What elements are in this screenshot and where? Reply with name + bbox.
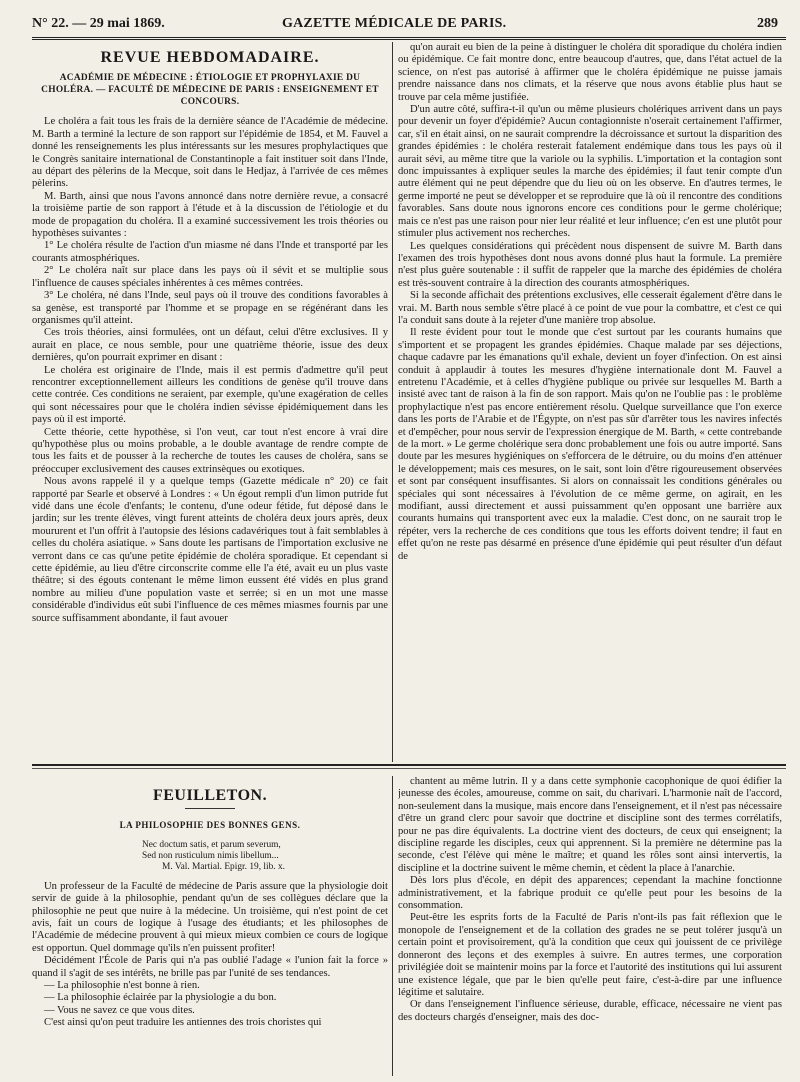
feuilleton-left-text [32, 881, 388, 1030]
issue-date: N° 22. — 29 mai 1869. [32, 16, 165, 31]
title-underline [185, 808, 235, 809]
column-divider [392, 42, 393, 762]
paragraph: 1° Le choléra résulte de l'action d'un miasme né dans l'Inde et transporté par les courants atmosphériques. [32, 240, 388, 264]
page-header [32, 16, 786, 38]
feuilleton-right-column [398, 776, 782, 1076]
paragraph: Nous avons rappelé il y a quelque temps (Gazette médicale n° 20) ce fait rapporté par Searle et observé à Londres : « Un égout rempli d'un limon putride fut vidé dans une école d'enfants; le contenu, d'une odeur fétide, fut déposé dans le jardin; sur les trente élèves, vingt furent atteints de choléra deux jours après, deux moururent et l'un offrit à l'autopsie des lésions cadavériques tout à fait semblables à celles du choléra asiatique. » Sans doute les partisans de l'importation exclusive ne verront dans ce cas qu'une petite épidémie de choléra sporadique. Et cependant si cette épidémie, au lieu d'être circonscrite comme elle l'a été, avait eu un plus vaste théâtre; si des égouts contenant le même limon eussent été vidés en plus grand nombre au milieu d'une population vaste et serrée; si en un mot une masse considérable d'individus eût subi l'influence de ces mêmes miasmes fournis par une source suffisamment abondante, il faut avouer [32, 476, 388, 624]
revue-title: REVUE HEBDOMADAIRE. [100, 49, 320, 66]
feuilleton-column-divider [392, 776, 393, 1076]
paragraph: Décidément l'École de Paris qui n'a pas oublié l'adage « l'union fait la force » quand il s'agit de ses intérêts, ne brille pas par l'unité de ses tendances. [32, 955, 388, 979]
revue-right-column [398, 42, 782, 762]
paragraph: Le choléra est originaire de l'Inde, mais il est permis d'admettre qu'il peut rencontrer exceptionnellement ailleurs les conditions de genèse qu'il trouve dans cette contrée. Ces conditions ne seraient, par exemple, qu'une exagération de celles qui sont nécessaires pour que le choléra indien sévisse épidémiquement dans les pays où il est importé. [32, 364, 388, 426]
feuilleton-right-text [398, 776, 782, 1024]
paragraph: Les quelques considérations qui précèdent nous dispensent de suivre M. Barth dans l'examen des trois hypothèses dont nous avons donné plus haut la formule. La première n'est plus guère soutenable : il suffit de rappeler que la marche des épidémies de choléra est très-souvent contraire à la direction des courants atmosphériques. [398, 240, 782, 289]
paragraph: M. Barth, ainsi que nous l'avons annoncé dans notre dernière revue, a consacré la troisième partie de son rapport à l'étude et à la discussion de l'étiologie et du mode de propagation du choléra. Il a examiné successivement les trois théories ou hypothèses suivantes : [32, 190, 388, 240]
epigraph-attribution: M. Val. Martial. Epigr. 19, lib. x. [162, 861, 285, 872]
paragraph: C'est ainsi qu'on peut traduire les antiennes des trois choristes qui [44, 1017, 322, 1029]
epigraph-line: Nec doctum satis, et parum severum, [142, 839, 281, 850]
paragraph: Or dans l'enseignement l'influence sérieuse, durable, efficace, nécessaire ne vient pas des docteurs chargés d'enseigner, mais des doc- [398, 999, 782, 1023]
journal-title: GAZETTE MÉDICALE DE PARIS. [282, 16, 507, 31]
header-rule [32, 37, 786, 40]
paragraph: — La philosophie éclairée par la physiologie a du bon. [44, 992, 277, 1004]
revue-left-text [32, 116, 388, 625]
paragraph: Peut-être les esprits forts de la Faculté de Paris n'ont-ils pas fait réflexion que le monopole de l'enseignement et de la collation des grades ne se peut tolérer jusqu'à un certain point et provisoirement, qu'à la condition que ceux qui jouissent de ce privilège donneront des leçons et des exemples à suivre. En autres termes, une corporation privilégiée doit se maintenir moins par la force et l'autorité des institutions qui lui assurent une existence légale, que par le bien qu'elle peut faire, c'est-à-dire par une influence légitime et salutaire. [398, 912, 782, 998]
feuilleton-separator-thin [32, 768, 786, 769]
paragraph: chantent au même lutrin. Il y a dans cette symphonie cacophonique de quoi édifier la jeunesse des écoles, amoureuse, comme on sait, du charivari. L'harmonie naît de l'accord, non-seulement dans la musique, mais encore dans l'enseignement, et il n'est pas nécessaire d'être un grand clerc pour savoir que doctrine et discipline sont des termes corrélatifs, pour ne pas dire équivalents. La doctrine vient des docteurs, de ceux qui enseignent; la discipline regarde les disciples, ceux qui apprennent. Si la première ne détermine pas la seconde, c'est l'élève qui mène le maître; et quand les rôles sont ainsi intervertis, la discipline et la doctrine suivent le même chemin, et cèdent la place à l'anarchie. [398, 776, 782, 874]
paragraph: Il reste évident pour tout le monde que c'est surtout par les courants humains que s'importent et se propagent les grandes épidémies. Chaque malade par ses déjections, chaque cadavre par les émanations qu'il exhale, devient un foyer d'infection. On est ainsi conduit à applaudir à toutes les mesures d'hygiène internationale dont M. Fauvel a entretenu l'Académie, et à celles d'hygiène publique ou privée sur lesquelles M. Barth a insisté avec tant de raison à la fin de son rapport. Mais qu'on ne l'oublie pas : le problème prophylactique n'est pas encore entièrement résolu. Quelque surveillance que l'on exerce dans les ports de l'Arabie et de l'Égypte, on n'est pas sûr d'arrêter tous les navires infectés et d'empêcher, pour nous servir de l'expression énergique de M. Barth, « cette contrebande de la mort. » Le germe cholérique sera donc probablement une fois ou autre importé. Sans doute par les mesures hygiéniques on s'efforcera de le détruire, ou du moins d'en atténuer le développement; mais ces mesures, on le sait, sont loin d'être rigoureusement observées et sont par conséquent insuffisantes. Si alors on connaissait les conditions générales ou spéciales qui sont nécessaires à l'évolution de ce même germe, on agirait, en les modifiant, aussi directement et aussi puissamment qu'en opposant une barrière aux courants humains qui transportent avec eux la maladie. C'est donc, on ne saurait trop le répéter, vers la recherche de ces conditions que tous les efforts doivent tendre; il faut en effet qu'on ne reste pas désarmé en présence d'une épidémie qui peut résulter d'un défaut de [398, 327, 782, 562]
paragraph: qu'on aurait eu bien de la peine à distinguer le choléra dit sporadique du choléra indien ou épidémique. Ce fait montre donc, entre beaucoup d'autres, que, dans l'état actuel de la science, on n'est pas autorisé à affirmer que le choléra épidémique ne puisse jamais prendre naissance dans nos climats, et la réserve que nous avons établie plus haut se trouve par cela même justifiée. [398, 42, 782, 103]
feuilleton-title: FEUILLETON. [152, 787, 268, 804]
paragraph: Si la seconde affichait des prétentions exclusives, elle cesserait également d'être dans le vrai. M. Barth nous semble s'être placé à ce point de vue pour la combattre, et c'est ce qui l'a conduit sans doute à la rejeter d'une manière trop absolue. [398, 290, 782, 326]
paragraph: Cette théorie, cette hypothèse, si l'on veut, car tout n'est encore à vrai dire qu'hypothèse plus ou moins probable, a le double avantage de rendre compte de tous les faits et de pousser à la recherche de toutes les causes de choléra, sans se préoccuper exclusivement des causes extrinsèques ou exotiques. [32, 426, 388, 475]
feuilleton-subtitle: LA PHILOSOPHIE DES BONNES GENS. [119, 820, 301, 831]
paragraph: Un professeur de la Faculté de médecine de Paris assure que la physiologie doit servir de guide à la philosophie, pendant qu'un de ses collègues déclare que la philosophie ne peut que nuire à la médecine. Un troisième, qui n'est point de cet avis, fait un cours de logique à l'usage des étudiants; et les philosophes de l'Académie de médecine prouvent à qui mieux mieux combien ce cours de logique est opportun. Quel dommage qu'ils n'en puissent profiter! [32, 880, 388, 954]
epigraph-line: Sed non rusticulum nimis libellum... [142, 850, 279, 861]
paragraph: D'un autre côté, suffira-t-il qu'un ou même plusieurs cholériques arrivent dans un pays pour devenir un foyer d'épidémie? Aucun contagionniste n'oserait certainement l'affirmer, car, s'il en était ainsi, on ne saurait comprendre la décroissance et surtout la disparition des grandes épidémies : le choléra resterait fatalement endémique dans tous les pays où il aurait sévi, au même titre que la variole ou la syphilis. L'importation et la contagion sont donc impuissantes à expliquer seules la marche des épidémies; il faut tenir compte d'un autre élément qui ne peut dépendre que du lieu où on les observe. En d'autres termes, le germe importé ne peut se développer et se reproduire que là où il rencontre des conditions favorables. Sans doute nous ignorons encore ces conditions pour le germe cholérique; mais ce n'est pas une raison pour nier leur réalité et leur influence; c'en est une plutôt pour stimuler plus activement nos recherches. [398, 104, 782, 240]
paragraph: Le choléra a fait tous les frais de la dernière séance de l'Académie de médecine. M. Barth a terminé la lecture de son rapport sur l'épidémie de 1854, et M. Fauvel a donné les renseignements les plus intéressants sur les mesures prophylactiques que le Congrès sanitaire international de Constantinople a fait instituer soit dans l'Inde, au départ des pèlerins de la Mecque, soit dans le Hedjaz, à l'arrivée de ces mêmes pèlerins. [32, 116, 388, 190]
paragraph: 3° Le choléra, né dans l'Inde, seul pays où il trouve des conditions favorables à sa genèse, est transporté par l'homme et se propage en se régénérant dans les organismes qu'il atteint. [32, 290, 388, 326]
paragraph: — Vous ne savez ce que vous dites. [44, 1004, 195, 1016]
paragraph: Dès lors plus d'école, en dépit des apparences; cependant la machine fonctionne administrativement, et la fabrique produit ce qu'elle peut pour les besoins de la consommation. [398, 875, 782, 912]
feuilleton-separator [32, 764, 786, 766]
feuilleton-left-column [32, 776, 388, 1076]
paragraph: 2° Le choléra naît sur place dans les pays où il sévit et se multiplie sous l'influence de causes spéciales inhérentes à ces mêmes contrées. [32, 265, 388, 289]
revue-left-column [32, 42, 388, 762]
paragraph: Ces trois théories, ainsi formulées, ont un défaut, celui d'être exclusives. Il y aurait en place, ce nous semble, pour une quatrième théorie, issue des deux dernières, qu'on pourrait exprimer en disant : [32, 327, 388, 364]
paragraph: — La philosophie n'est bonne à rien. [44, 980, 200, 992]
page-number: 289 [757, 16, 778, 31]
epigraph [142, 840, 388, 873]
revue-subhead: ACADÉMIE DE MÉDECINE : ÉTIOLOGIE ET PROPHYLAXIE DU CHOLÉRA. — FACULTÉ DE MÉDECINE DE PARIS : ENSEIGNEMENT ET CONCOURS. [41, 73, 379, 108]
revue-right-text [398, 42, 782, 563]
